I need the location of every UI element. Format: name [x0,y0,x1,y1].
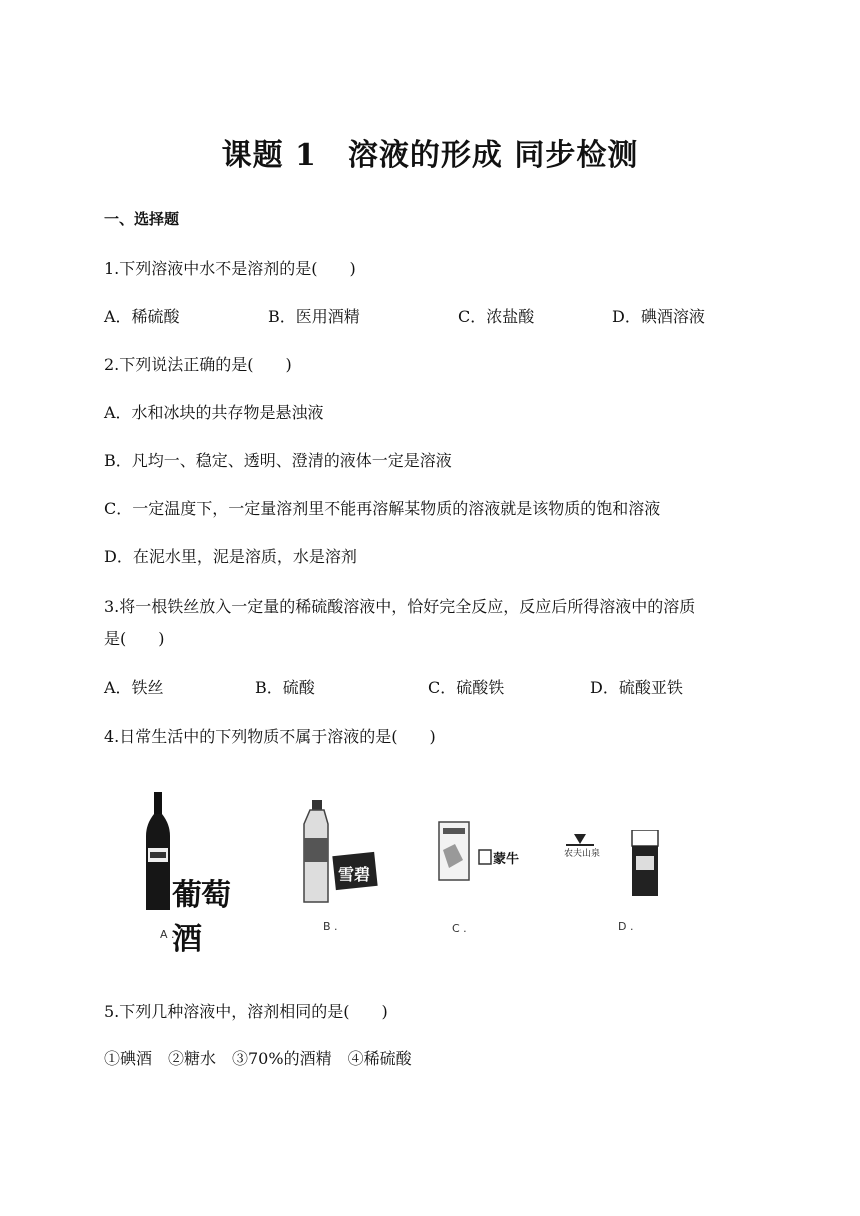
q2-option-d: D．在泥水里，泥是溶质，水是溶剂 [104,547,357,566]
water-label-text: 农夫山泉 [564,849,601,859]
q4-product-images [130,790,690,957]
q3-option-c: C．硫酸铁 [428,678,505,697]
image-label-a: A . [160,928,175,941]
question-4-stem: 4.日常生活中的下列物质不属于溶液的是( ) [104,727,436,746]
page-title: 课题 1 溶液的形成 同步检测 [221,138,639,173]
section-heading: 一、选择题 [104,210,180,228]
water-bottle-image [628,830,668,902]
q1-option-a: A．稀硫酸 [104,307,180,326]
milk-label-text: 蒙牛 [493,852,520,867]
image-label-d: D . [618,920,634,933]
q2-option-c: C．一定温度下，一定量溶剂里不能再溶解某物质的溶液就是该物质的饱和溶液 [104,499,661,518]
q1-option-b: B．医用酒精 [268,307,360,326]
q3-option-b: B．硫酸 [255,678,315,697]
question-5-items: ①碘酒 ②糖水 ③70%的酒精 ④稀硫酸 [104,1049,412,1068]
soda-label-text: 雪碧 [338,865,371,884]
q1-option-c: C．浓盐酸 [458,307,535,326]
image-label-b: B . [323,920,338,933]
wine-bottle-image [140,790,250,957]
q3-option-d: D．硫酸亚铁 [590,678,683,697]
q2-option-b: B．凡均一、稳定、透明、澄清的液体一定是溶液 [104,451,452,470]
milk-box-image [435,820,535,890]
wine-label-text: 葡萄酒 [172,878,230,957]
q1-option-d: D．碘酒溶液 [612,307,705,326]
question-3-stem-line2: 是( ) [104,629,165,648]
question-1-stem: 1.下列溶液中水不是溶剂的是( ) [104,259,356,278]
q3-option-a: A．铁丝 [104,678,164,697]
question-2-stem: 2.下列说法正确的是( ) [104,355,292,374]
soda-bottle-image [300,798,390,908]
question-3-stem-line1: 3.将一根铁丝放入一定量的稀硫酸溶液中，恰好完全反应，反应后所得溶液中的溶质 [104,597,696,616]
image-label-c: C . [452,922,467,935]
q2-option-a: A．水和冰块的共存物是悬浊液 [104,403,324,422]
question-5-stem: 5.下列几种溶液中，溶剂相同的是( ) [104,1002,388,1021]
